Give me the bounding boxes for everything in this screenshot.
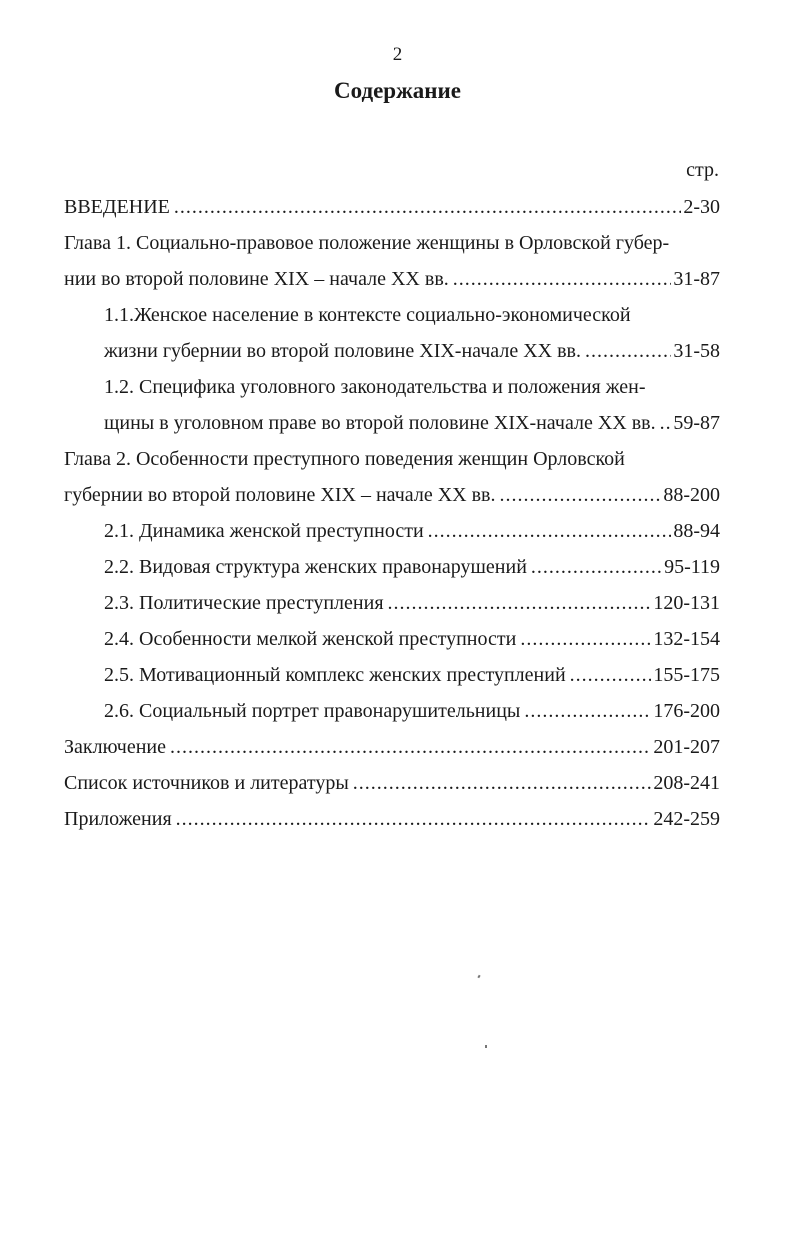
toc-entry-title: Заключение — [64, 736, 166, 758]
toc-entry-title: 2.3. Политические преступления — [104, 592, 384, 614]
toc-entry-section-2-2[interactable] — [104, 549, 720, 585]
toc-entry-title: ВВЕДЕНИЕ — [64, 196, 170, 218]
toc-entry-title: жизни губернии во второй половине XIX-начале XX вв. — [104, 340, 581, 362]
leader-dots — [660, 405, 672, 441]
toc-entry-pages: 120-131 — [653, 592, 720, 614]
leader-dots — [570, 657, 652, 693]
toc-entry-section-2-4[interactable] — [104, 621, 720, 657]
page-number: 2 — [392, 44, 403, 65]
toc-entry-title: губернии во второй половине XIX – начале XX вв. — [64, 484, 496, 506]
leader-dots — [353, 765, 652, 801]
toc-entry-chapter-1-line1: Глава 1. Социально-правовое положение женщины в Орловской губер- — [64, 232, 670, 254]
toc-entry-pages: 59-87 — [673, 412, 720, 434]
leader-dots — [174, 189, 681, 225]
leader-dots — [531, 549, 662, 585]
toc-entry-section-2-5[interactable] — [104, 657, 720, 693]
page-column-label: стр. — [686, 159, 719, 181]
toc-entry-pages: 155-175 — [653, 664, 720, 686]
toc-entry-section-2-1[interactable] — [104, 513, 720, 549]
toc-entry-bibliography[interactable] — [64, 765, 720, 801]
toc-entry-pages: 208-241 — [653, 772, 720, 794]
toc-entry-section-1-1[interactable] — [104, 333, 720, 369]
toc-entry-pages: 132-154 — [653, 628, 720, 650]
toc-entry-pages: 31-87 — [673, 268, 720, 290]
toc-entry-title: щины в уголовном праве во второй половине XIX-начале XX вв. — [104, 412, 656, 434]
leader-dots — [499, 477, 661, 513]
toc-entry-pages: 31-58 — [673, 340, 720, 362]
leader-dots — [176, 801, 652, 837]
page-title: Содержание — [334, 78, 461, 103]
toc-entry-section-1-2[interactable] — [104, 405, 720, 441]
toc-entry-title: 2.1. Динамика женской преступности — [104, 520, 424, 542]
toc-entry-pages: 95-119 — [664, 556, 720, 578]
leader-dots — [388, 585, 652, 621]
toc-entry-chapter-2-line1: Глава 2. Особенности преступного поведения женщин Орловской — [64, 448, 625, 470]
leader-dots — [428, 513, 672, 549]
scan-speck — [485, 1045, 487, 1048]
toc-entry-pages: 88-94 — [673, 520, 720, 542]
toc-entry-title: 2.5. Мотивационный комплекс женских преступлений — [104, 664, 566, 686]
toc-entry-pages: 2-30 — [683, 196, 720, 218]
toc-entry-pages: 201-207 — [653, 736, 720, 758]
toc-entry-conclusion[interactable] — [64, 729, 720, 765]
toc-entry-title: Приложения — [64, 808, 172, 830]
leader-dots — [585, 333, 671, 369]
leader-dots — [520, 621, 651, 657]
toc-entry-section-2-6[interactable] — [104, 693, 720, 729]
toc-entry-section-1-1-line1: 1.1.Женское население в контексте социально-экономической — [104, 304, 631, 326]
toc-entry-chapter-2[interactable] — [64, 477, 720, 513]
toc-entry-title: 2.2. Видовая структура женских правонарушений — [104, 556, 527, 578]
toc-entry-appendices[interactable] — [64, 801, 720, 837]
toc-entry-pages: 242-259 — [653, 808, 720, 830]
leader-dots — [170, 729, 651, 765]
toc-entry-title: 2.6. Социальный портрет правонарушительницы — [104, 700, 521, 722]
toc-entry-title: 2.4. Особенности мелкой женской преступности — [104, 628, 517, 650]
toc-entry-pages: 88-200 — [663, 484, 720, 506]
toc-entry-title: нии во второй половине XIX – начале XX вв. — [64, 268, 449, 290]
leader-dots — [453, 261, 672, 297]
toc-entry-pages: 176-200 — [653, 700, 720, 722]
toc-entry-chapter-1[interactable] — [64, 261, 720, 297]
scan-speck — [477, 975, 480, 979]
toc-entry-section-1-2-line1: 1.2. Специфика уголовного законодательства и положения жен- — [104, 376, 646, 398]
toc-entry-title: Список источников и литературы — [64, 772, 349, 794]
leader-dots — [524, 693, 651, 729]
toc-entry-introduction[interactable] — [64, 189, 720, 225]
toc-entry-section-2-3[interactable] — [104, 585, 720, 621]
